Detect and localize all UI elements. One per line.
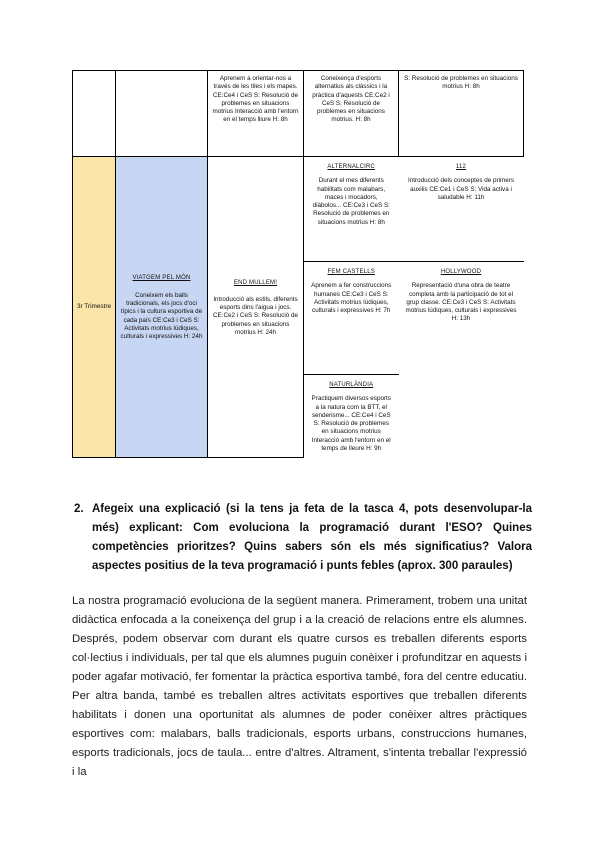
- table-cell: [116, 71, 208, 157]
- unit-title: 112: [455, 164, 467, 170]
- question-text: Afegeix una explicació (si la tens ja feta de la tasca 4, pots desenvolupar-la més) explicant: Com evoluciona la programació durant l'ESO? Quines competències prioritzes? Quins sabers són els més significatius? Valora aspectes positius de la teva programació i punts febles (aprox. 300 paraules): [92, 503, 532, 572]
- table-cell: Aprenem a orientar-nos a través de les tiles i els mapes. CE:Ce4 i CeS S: Resolució de problemes en situacions motrius Interacció amb l'entorn en el temps lliure H: 8h: [208, 71, 304, 157]
- unit-hollywood: [399, 262, 524, 328]
- unit-body: Durant el mes diferents habilitats com malabars, maces i mocadors, diàbolos... CE:Ce3 i CeS S: Resolució de problemes en situacions motrius H: 8h: [312, 177, 390, 226]
- unit-naturlandia: [304, 375, 399, 457]
- table-row: [73, 157, 524, 458]
- unit-endmullem: [208, 157, 304, 458]
- question-block: [74, 500, 532, 576]
- unit-body: Representació d'una obra de teatre completa amb la participació de tot el grup classe. CE:Ce3 i CeS S: Activitats motrius lúdiques, culturals i expressives H: 13h: [405, 282, 517, 323]
- question-number: 2.: [74, 503, 84, 515]
- table-cell: S: Resolució de problemes en situacions motrius H: 8h: [399, 71, 524, 157]
- unit-body: Practiquem diversos esports a la natura com la BTT, el senderisme... CE:Ce4 i CeS S: Resolució de problemes en situacions motrius Interacció amb l'entorn en el temps de lleure H: 9h: [311, 395, 391, 453]
- unit-body: Coneixem els balls tradicionals, els jocs d'oci típics i la cultura esportiva de cada país CE:Ce3 i CeS S: Activitats motrius lúdiques, culturals i expressives H: 24h: [120, 291, 203, 341]
- table-row: [73, 71, 524, 157]
- trimester-label: 3r Trimestre: [73, 157, 116, 458]
- unit-alternatiu: [304, 157, 399, 262]
- programming-table: [72, 70, 524, 458]
- unit-body: Aprenem a fer construccions humanes CE:Ce3 i CeS S: Activitats motrius lúdiques, culturals i expressives H: 7h: [311, 282, 392, 315]
- unit-fem-castells: [304, 262, 399, 375]
- unit-title: HOLLYWOOD: [440, 269, 482, 275]
- unit-body: Introducció als estils, diferents esports dins l'aigua i jocs. CE:Ce2 i CeS S: Resolució de problemes en situacions motrius H: 24h: [212, 295, 299, 337]
- answer-paragraph: La nostra programació evoluciona de la següent manera. Primerament, trobem una unitat didàctica enfocada a la coneixença del grup i a la creació de relacions entre els alumnes. Després, podem observar com durant els quatre cursos es treballen diferents esports col·lectius i individuals, per tal que els alumnes puguin conèixer i profunditzar en aquests i poder agafar motivació, fer fomentar la pràctica esportiva també, fora del centre educatiu. Per altra banda, també es treballen altres activitats esportives que treballen diferents habilitats i donen una oportunitat als alumnes de poder conèixer altres pràctiques esportives com: malabars, balls tradicionals, esports urbans, construccions humanes, esports tradicionals, jocs de taula... entre d'altres. Altrament, s'intenta treballar l'expressió i la: [72, 595, 527, 778]
- table-cell: [73, 71, 116, 157]
- stacked-units-column: [399, 157, 524, 458]
- unit-title: NATURLÀNDIA: [329, 382, 374, 388]
- table-cell: Coneixença d'esports alternatius als clàssics i la pràctica d'aquests CE:Ce2 i CeS S: Resolució de problemes en situacions motrius. H: 8h: [304, 71, 399, 157]
- unit-body: Introducció dels conceptes de primers auxilis CE:Ce1 i CeS S: Vida activa i saludable H: 11h: [407, 177, 515, 201]
- unit-title: ALTERNALCIRC: [327, 164, 376, 170]
- unit-title: FEM CASTELLS: [327, 269, 375, 275]
- unit-viatgem-pel-mon: [116, 157, 208, 458]
- stacked-units-column: [304, 157, 399, 458]
- unit-112: [399, 157, 524, 262]
- unit-title: VIATGEM PEL MÓN: [132, 275, 191, 282]
- unit-title: END MULLEM!: [233, 279, 278, 286]
